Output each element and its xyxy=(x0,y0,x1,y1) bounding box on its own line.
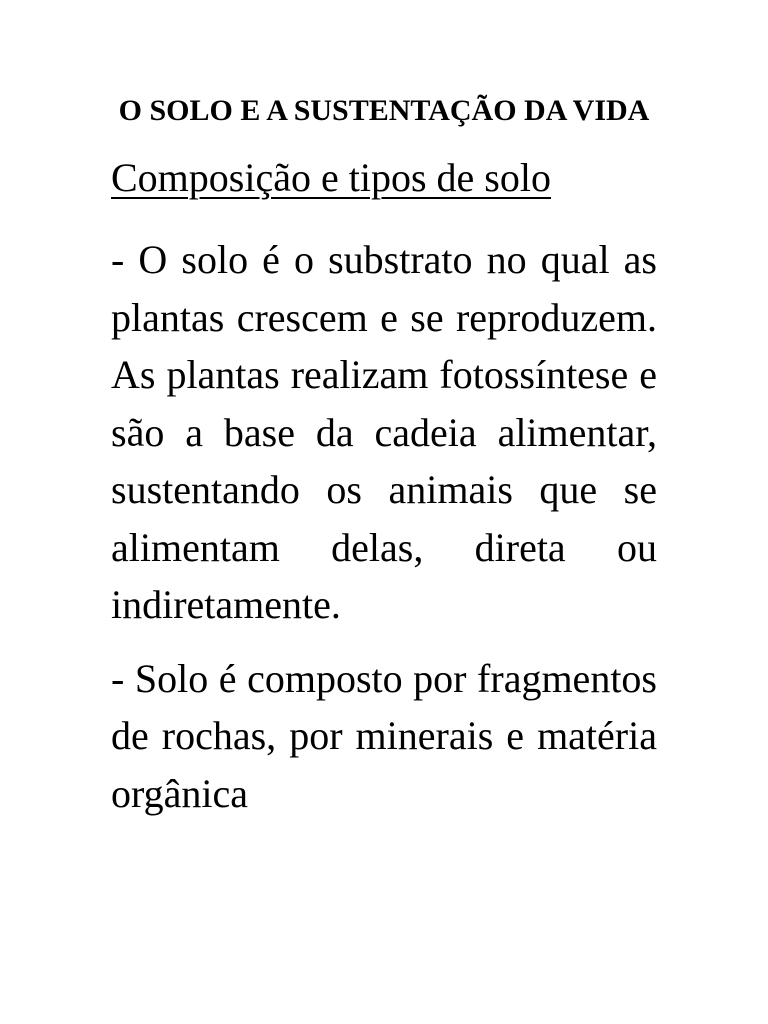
paragraph: - Solo é composto por fragmentos de rochas, por minerais e matéria orgânica xyxy=(111,655,657,816)
paragraph: - O solo é o substrato no qual as plantas crescem e se reproduzem. As plantas realizam fotossíntese e são a base da cadeia alimentar, sustentando os animais que se alimentam delas, direta ou indiretamente. xyxy=(111,237,657,627)
document-title: O SOLO E A SUSTENTAÇÃO DA VIDA xyxy=(118,94,650,127)
section-heading: Composição e tipos de solo xyxy=(111,155,551,200)
